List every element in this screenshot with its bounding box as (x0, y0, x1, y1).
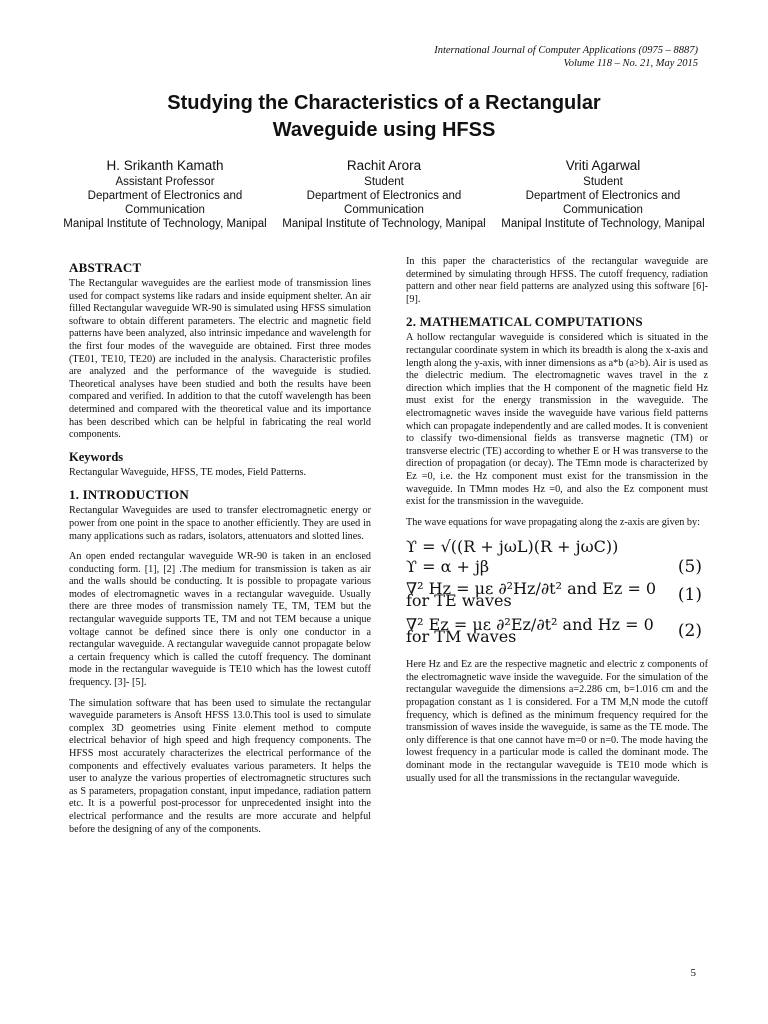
equation-2 (406, 613, 708, 649)
abstract-text: The Rectangular waveguides are the earliest mode of transmission lines used for compact systems like radars and inside equipment shelter. An air filled Rectangular waveguide WR-90 is simulated using HFSS simulation software to obtain different parameters. The electric and magnetic field patterns have been analyzed, also intrinsic impedance and wavelength for the first four modes of the waveguide are obtained. First three modes (TE01, TE10, TE20) are included in the analysis. Characteristic profiles are analyzed and the performance of the waveguide is studied. Theoretical analyses have been studied and both the results have been compared and verified. In addition to that the cutoff wavelength has been determined and compared with the theoretical value and its importance has been described which can be helpful in fabricating the real world components. (69, 278, 371, 441)
math-paragraph-2: The wave equations for wave propagating along the z-axis are given by: (406, 516, 700, 528)
journal-volume: Volume 118 – No. 21, May 2015 (563, 58, 698, 69)
author-dept: Department of Electronics and Communication (87, 190, 243, 216)
author-2 (279, 157, 489, 231)
title-line-2: Waveguide using HFSS (272, 119, 496, 141)
introduction-paragraph-2: An open ended rectangular waveguide WR-90 is taken in an enclosed conducting form. [1], [2] .The medium for transmission is taken as air and the walls should be conducting. It is possible to propagate various modes of electromagnetic waves in a rectangular waveguide. Usually there are three modes of transmission namely TE, TM, TEM but the rectangular waveguide supports TE, TM and not TEM because a unique voltage cannot be defined since there is only one conductor in a rectangular waveguide. A rectangular waveguide cannot propagate below a certain frequency which is called the cutoff frequency. The dominant mode in the rectangular waveguide is TE10 which has the lowest cutoff frequency. [3]- [5]. (69, 551, 371, 689)
left-column (69, 256, 371, 844)
equation-number: (2) (677, 620, 702, 641)
author-role: Student (583, 176, 623, 188)
author-dept: Department of Electronics and Communication (306, 190, 462, 216)
title-line-1: Studying the Characteristics of a Rectangular (167, 92, 601, 114)
equation-block (406, 537, 708, 649)
journal-header (434, 44, 698, 70)
page-number: 5 (690, 967, 696, 979)
equation-text: ϒ = α + jβ (406, 556, 490, 576)
equation-text: ϒ = √((R + jωL)(R + jωC)) (406, 536, 619, 556)
paper-title (80, 90, 688, 144)
introduction-paragraph-3: The simulation software that has been used to simulate the rectangular waveguide parameters is Ansoft HFSS 13.0.This tool is used to simulate complex 3D geometries using Finite element method to compute electrical behavior of high speed and high frequency components. The HFSS most accurately characterizes the electrical performance of the components and effectively evaluates various parameters. It helps the user to analyze the various properties of electromagnetic structures such as S parameters, propagation constant, input impedance, radiation pattern etc. It is a powerful post-processor for unprecedented insight into the electrical performance and the results are more accurate and helpful before the designing of any of the components. (69, 697, 371, 835)
equation-number: (5) (677, 556, 702, 577)
author-inst: Manipal Institute of Technology, Manipal (63, 218, 267, 230)
author-role: Assistant Professor (115, 176, 215, 188)
author-dept: Department of Electronics and Communication (525, 190, 681, 216)
equation-number: (1) (677, 584, 702, 605)
math-heading: 2. MATHEMATICAL COMPUTATIONS (406, 314, 643, 330)
author-inst: Manipal Institute of Technology, Manipal (282, 218, 486, 230)
author-name: Rachit Arora (346, 158, 422, 173)
author-1 (60, 157, 270, 231)
introduction-heading: 1. INTRODUCTION (69, 487, 190, 503)
keywords-heading: Keywords (69, 449, 124, 464)
right-column (406, 256, 708, 793)
author-inst: Manipal Institute of Technology, Manipal (501, 218, 705, 230)
equation-text: ∇² Hz = με ∂²Hz/∂t² and Ez = 0 for TE waves (406, 578, 657, 611)
abstract-heading: ABSTRACT (69, 260, 142, 275)
author-name: Vriti Agarwal (565, 158, 641, 173)
intro-continuation: In this paper the characteristics of the rectangular waveguide are determined by simulating through HFSS. The cutoff frequency, radiation pattern and other near field patterns are analyzed using this software [6]-[9]. (406, 256, 708, 305)
equation-text: ∇² Ez = με ∂²Ez/∂t² and Hz = 0 for TM waves (406, 614, 654, 647)
keywords-text: Rectangular Waveguide, HFSS, TE modes, Field Patterns. (69, 466, 307, 478)
equation-5 (406, 557, 708, 577)
author-3 (498, 157, 708, 231)
introduction-paragraph-1: Rectangular Waveguides are used to transfer electromagnetic energy or power from one point in the space to another efficiently. They are used in many applications such as radars, isolators, attenuators and slotted lines. (69, 505, 371, 542)
journal-name: International Journal of Computer Applications (0975 – 8887) (434, 45, 698, 56)
math-paragraph-3: Here Hz and Ez are the respective magnetic and electric z components of the electromagnetic wave inside the waveguide. For the simulation of the rectangular waveguide the dimensions a=2.286 cm, b=1.016 cm and the propagation constant as 1 is considered. For a TM M,N mode the cutoff frequency, which is defined as the minimum frequency required for the transmission of waves inside the waveguide, is same as the TE mode. The only difference is that one cannot have m=0 or n=0. The mode having the lowest frequency in a particular mode is called the dominant mode. The dominant mode in the rectangular waveguide is TE10 mode which is usually used for all the transmissions in the rectangular waveguide. (406, 659, 708, 784)
author-block (60, 157, 708, 231)
author-role: Student (364, 176, 404, 188)
equation-propagation-constant (406, 537, 708, 557)
math-paragraph-1: A hollow rectangular waveguide is considered which is situated in the rectangular coordinate system in which its breadth is along the x-axis and length along the y-axis, with inner dimensions as a*b (a>b). Air is used as the dielectric medium. The electromagnetic waves travel in the z direction which implies that the H component of the magnetic field Hz must exist for the energy transmission in the waveguide. The electromagnetic waves inside the waveguide have various field patterns which can propagate independently and are called modes. It is convenient to classify two-dimensional fields as transverse magnetic (TM) or transverse electric (TE) according to whether E or H was transverse to the direction of propagation (or decay). The TEmn mode is characterized by Ez =0, i.e. the Hz component must exist for the transmission in the waveguide. In TMmn modes Hz =0, and also the Ez component must exist for the transmission in the waveguide. (406, 332, 708, 508)
author-name: H. Srikanth Kamath (106, 158, 224, 173)
equation-1 (406, 577, 708, 613)
